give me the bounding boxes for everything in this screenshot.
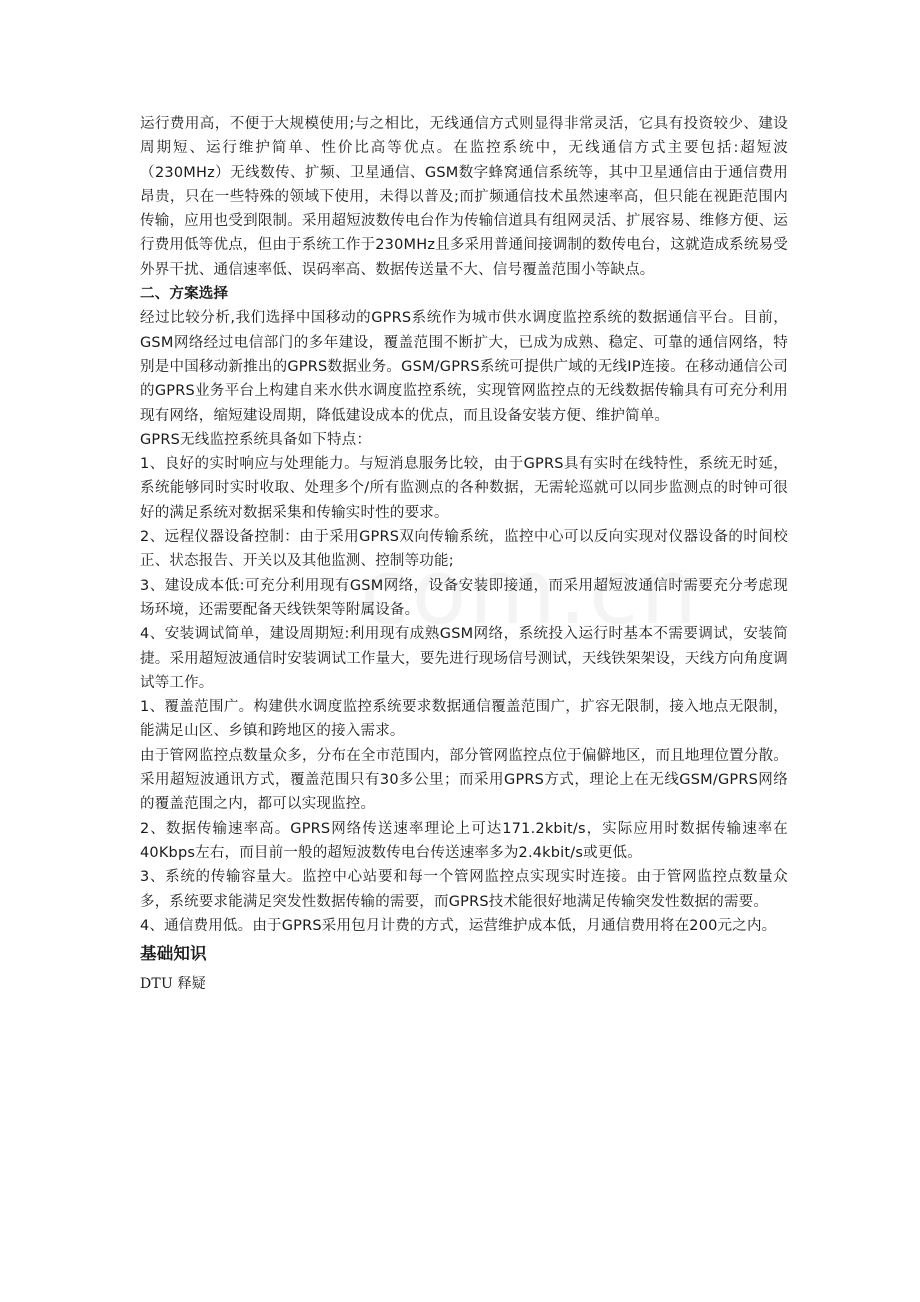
intro-paragraph: 运行费用高，不便于大规模使用;与之相比，无线通信方式则显得非常灵活，它具有投资较少、建设周期短、运行维护简单、性价比高等优点。在监控系统中，无线通信方式主要包括:超短波（230MHz）无线数传、扩频、卫星通信、GSM数字蜂窝通信系统等，其中卫星通信由于通信费用昂贵，只在一些特殊的领域下使用，未得以普及;而扩频通信技术虽然速率高，但只能在视距范围内传输，应用也受到限制。采用超短波数传电台作为传输信道具有组网灵活、扩展容易、维修方便、运行费用低等优点，但由于系统工作于230MHz且多采用普通间接调制的数传电台，这就造成系统易受外界干扰、通信速率低、误码率高、数据传送量不大、信号覆盖范围小等缺点。 bbox=[140, 116, 788, 278]
section-paragraph: 4、通信费用低。由于GPRS采用包月计费的方式，运营维护成本低，月通信费用将在200元之内。 bbox=[140, 917, 777, 934]
section-paragraph: 4、安装调试简单，建设周期短:利用现有成熟GSM网络，系统投入运行时基本不需要调试，安装简捷。采用超短波通信时安装调试工作量大，要先进行现场信号测试，天线铁架架设，天线方向角度调试等工作。 bbox=[140, 626, 788, 691]
section-paragraph: 1、良好的实时响应与处理能力。与短消息服务比较，由于GPRS具有实时在线特性，系统无时延，系统能够同时实时收取、处理多个/所有监测点的各种数据，无需轮巡就可以同步监测点的时钟可很好的满足系统对数据采集和传输实时性的要求。 bbox=[140, 456, 788, 521]
section-paragraph: 1、覆盖范围广。构建供水调度监控系统要求数据通信覆盖范围广，扩容无限制，接入地点无限制，能满足山区、乡镇和跨地区的接入需求。 bbox=[140, 699, 788, 740]
document-body bbox=[140, 112, 788, 996]
section-paragraph: 2、远程仪器设备控制：由于采用GPRS双向传输系统，监控中心可以反向实现对仪器设备的时间校正、状态报告、开关以及其他监测、控制等功能; bbox=[140, 529, 788, 570]
section-paragraph: 3、系统的传输容量大。监控中心站要和每一个管网监控点实现实时连接。由于管网监控点数量众多，系统要求能满足突发性数据传输的需要，而GPRS技术能很好地满足传输突发性数据的需要。 bbox=[140, 869, 788, 910]
section-paragraph: 3、建设成本低:可充分利用现有GSM网络，设备安装即接通，而采用超短波通信时需要充分考虑现场环境，还需要配备天线铁架等附属设备。 bbox=[140, 577, 788, 618]
section-paragraph: GPRS无线监控系统具备如下特点： bbox=[140, 431, 372, 448]
section-paragraph: 由于管网监控点数量众多，分布在全市范围内，部分管网监控点位于偏僻地区，而且地理位置分散。采用超短波通讯方式，覆盖范围只有30多公里；而采用GPRS方式，理论上在无线GSM/GPRS网络的覆盖范围之内，都可以实现监控。 bbox=[140, 747, 788, 813]
footer-heading: 基础知识 bbox=[140, 944, 207, 964]
section-paragraph: 经过比较分析,我们选择中国移动的GPRS系统作为城市供水调度监控系统的数据通信平台。目前，GSM网络经过电信部门的多年建设，覆盖范围不断扩大，已成为成熟、稳定、可靠的通信网络，特别是中国移动新推出的GPRS数据业务。GSM/GPRS系统可提供广域的无线IP连接。在移动通信公司的GPRS业务平台上构建自来水供水调度监控系统，实现管网监控点的无线数据传输具有可充分利用现有网络，缩短建设周期，降低建设成本的优点，而且设备安装方便、维护简单。 bbox=[140, 310, 788, 424]
footer-line: DTU 释疑 bbox=[140, 976, 207, 993]
section-heading: 二、方案选择 bbox=[140, 286, 229, 303]
section-paragraph: 2、数据传输速率高。GPRS网络传送速率理论上可达171.2kbit/s，实际应用时数据传输速率在40Kbps左右，而目前一般的超短波数传电台传送速率多为2.4kbit/s或更低。 bbox=[140, 820, 788, 861]
